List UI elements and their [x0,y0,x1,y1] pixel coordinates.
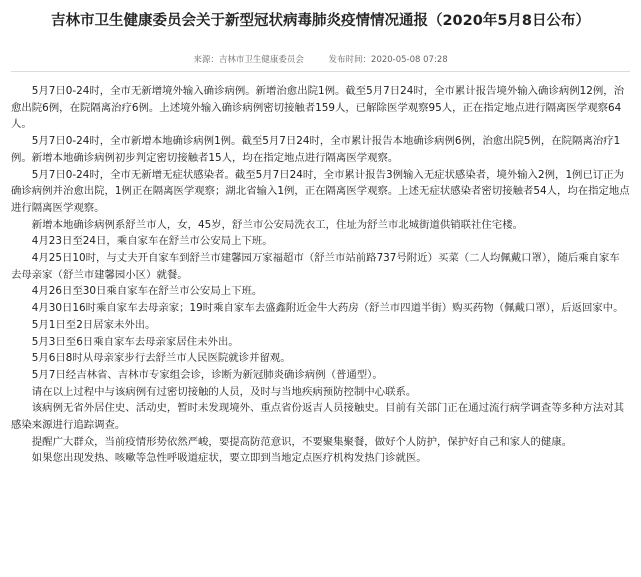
body-paragraph: 该病例无省外居住史、活动史，暂时未发现境外、重点省份返吉人员接触史。目前有关部门正在通过流行病学调查等多种方法对其感染来源进行追踪调查。 [11,402,625,432]
body-paragraph: 4月25日10时，与丈夫开自家车到舒兰市建馨园万家福超市（舒兰市站前路737号附近）买菜（二人均佩戴口罩），随后乘自家车去母亲家（舒兰市建馨园小区）就餐。 [11,252,620,281]
body-paragraph: 5月6日8时从母亲家步行去舒兰市人民医院就诊并留观。 [31,352,291,365]
body-paragraph: 5月1日至2日居家未外出。 [31,318,156,331]
body-paragraph: 5月7日经吉林省、吉林市专家组会诊，诊断为新冠肺炎确诊病例（普通型）。 [31,368,383,381]
article-body [11,72,630,467]
article-source: 来源：吉林市卫生健康委员会 [193,55,304,65]
article-title: 吉林市卫生健康委员会关于新型冠状病毒肺炎疫情情况通报（2020年5月8日公布） [50,13,591,29]
body-paragraph: 4月30日16时乘自家车去母亲家；19时乘自家车去盛鑫附近金牛大药房（舒兰市四道半街）购买药物（佩戴口罩），后返回家中。 [31,302,624,315]
body-paragraph: 5月7日0-24时，全市无新增境外输入确诊病例。新增治愈出院1例。截至5月7日24时，全市累计报告境外输入确诊病例12例，治愈出院6例，在院隔离治疗6例。上述境外输入确诊病例密切接触者159人，已解除医学观察95人，正在指定地点进行隔离医学观察64人。 [11,85,625,131]
body-paragraph: 4月26日至30日乘自家车在舒兰市公安局上下班。 [31,285,263,298]
body-paragraph: 请在以上过程中与该病例有过密切接触的人员，及时与当地疾病预防控制中心联系。 [31,385,417,398]
body-paragraph: 5月7日0-24时，全市无新增无症状感染者。截至5月7日24时，全市累计报告3例输入无症状感染者，境外输入2例，1例已订正为确诊病例并治愈出院，1例正在隔离医学观察；湖北省输入1例，正在隔离医学观察。上述无症状感染者密切接触者54人，均在指定地点进行隔离医学观察。 [11,168,630,214]
article-meta [11,52,630,68]
body-paragraph: 5月7日0-24时，全市新增本地确诊病例1例。截至5月7日24时，全市累计报告本地确诊病例6例，治愈出院5例，在院隔离治疗1例。新增本地确诊病例初步判定密切接触者15人，均在指定地点进行隔离医学观察。 [11,135,621,164]
article-publish-time: 发布时间：2020-05-08 07:28 [328,55,448,65]
body-paragraph: 如果您出现发热、咳嗽等急性呼吸道症状，要立即到当地定点医疗机构发热门诊就医。 [31,452,427,465]
body-paragraph: 提醒广大群众，当前疫情形势依然严峻，要提高防范意识，不要聚集聚餐，做好个人防护，保护好自己和家人的健康。 [31,435,573,448]
body-paragraph: 5月3日至6日乘自家车去母亲家居住未外出。 [31,335,239,348]
body-paragraph: 4月23日至24日，乘自家车在舒兰市公安局上下班。 [31,235,273,248]
body-paragraph: 新增本地确诊病例系舒兰市人，女，45岁，舒兰市公安局洗衣工，住址为舒兰市北城街道供销联社住宅楼。 [31,218,523,231]
